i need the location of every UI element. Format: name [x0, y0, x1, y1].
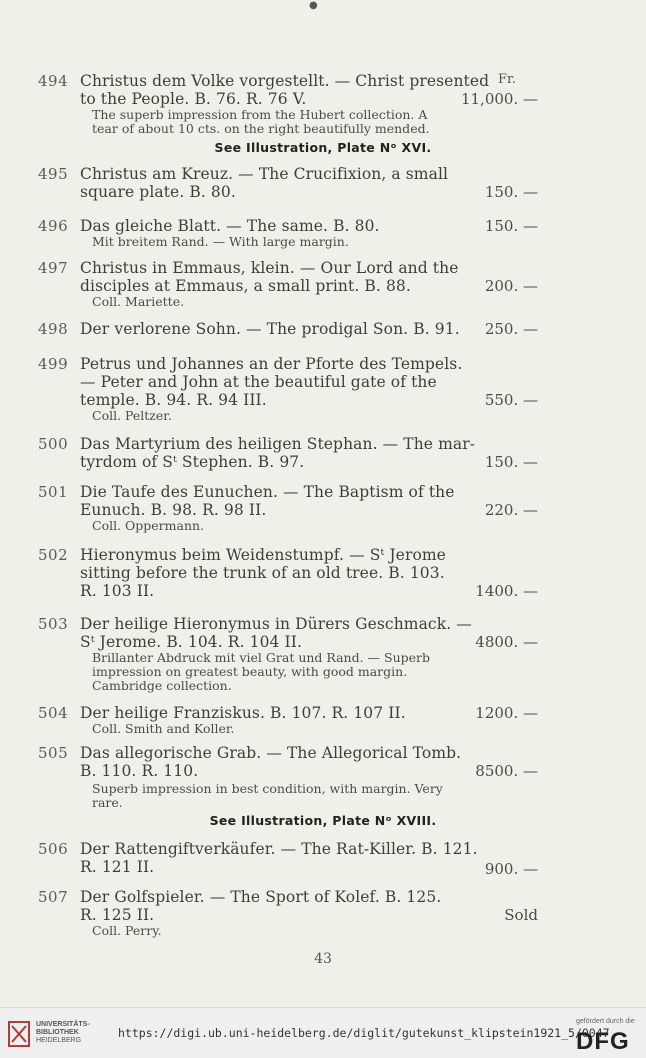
lot-price: 1400. —	[475, 582, 538, 600]
lot-price: 250. —	[484, 320, 538, 338]
lot-note: Brillanter Abdruck mit viel Grat und Rand. — Superb	[92, 650, 431, 665]
lot-text: Der verlorene Sohn. — The prodigal Son. B. 91.	[80, 320, 460, 338]
lot-price: 900. —	[484, 860, 538, 878]
lot-note: Cambridge collection.	[92, 678, 232, 693]
lot-price: 550. —	[484, 391, 538, 409]
lot-text: R. 103 II.	[80, 582, 155, 600]
lot-text: Eunuch. B. 98. R. 98 II.	[80, 501, 267, 519]
lot-text: Der Rattengiftverkäufer. — The Rat-Killer. B. 121.	[80, 840, 478, 858]
dfg-logo[interactable]: DFG	[576, 1028, 630, 1055]
lot-number: 494	[38, 72, 69, 90]
lot-text: square plate. B. 80.	[80, 183, 236, 201]
lot-number: 495	[38, 165, 69, 183]
lot-number: 500	[38, 435, 69, 453]
lot-number: 497	[38, 259, 69, 277]
lot-price: 150. —	[484, 183, 538, 201]
lot-note: tear of about 10 cts. on the right beautifully mended.	[92, 121, 430, 136]
lot-note: Coll. Oppermann.	[92, 518, 205, 533]
lot-text: Das gleiche Blatt. — The same. B. 80.	[80, 217, 380, 235]
lot-note: The superb impression from the Hubert collection. A	[92, 107, 428, 122]
lot-note: Coll. Smith and Koller.	[92, 721, 235, 736]
funder-label: gefördert durch die	[576, 1018, 635, 1025]
lot-number: 498	[38, 320, 69, 338]
lot-number: 505	[38, 744, 69, 762]
lot-text: Christus am Kreuz. — The Crucifixion, a small	[80, 165, 449, 183]
library-name	[36, 1021, 90, 1045]
lot-text: Christus in Emmaus, klein. — Our Lord and the	[80, 259, 459, 277]
lot-text: Der heilige Hieronymus in Dürers Geschmack. —	[80, 615, 472, 633]
lot-number: 501	[38, 483, 69, 501]
lot-text: Der heilige Franziskus. B. 107. R. 107 II.	[80, 704, 406, 722]
library-name-line: HEIDELBERG	[36, 1037, 82, 1044]
lot-text: Die Taufe des Eunuchen. — The Baptism of the	[80, 483, 455, 501]
page-mark: ●	[309, 0, 318, 11]
lot-price: 220. —	[484, 501, 538, 519]
lot-text: Sᵗ Jerome. B. 104. R. 104 II.	[80, 633, 303, 651]
plate-reference: See Illustration, Plate Nᵒ XVIII.	[209, 813, 437, 828]
currency-header: Fr.	[498, 72, 516, 87]
lot-text: temple. B. 94. R. 94 III.	[80, 391, 267, 409]
plate-reference: See Illustration, Plate Nᵒ XVI.	[214, 140, 432, 155]
lot-note: Coll. Mariette.	[92, 294, 185, 309]
document-url-link[interactable]: https://digi.ub.uni-heidelberg.de/diglit/gutekunst_klipstein1921_5/0047	[118, 1026, 610, 1040]
lot-number: 507	[38, 888, 69, 906]
lot-text: Petrus und Johannes an der Pforte des Tempels.	[80, 355, 463, 373]
university-library-logo-icon[interactable]	[6, 1018, 32, 1050]
lot-price: 150. —	[484, 453, 538, 471]
lot-note: Coll. Peltzer.	[92, 408, 172, 423]
lot-price: 1200. —	[475, 704, 538, 722]
lot-text: R. 125 II.	[80, 906, 155, 924]
lot-text: Der Golfspieler. — The Sport of Kolef. B. 125.	[80, 888, 442, 906]
library-name-line: UNIVERSITÄTS-	[36, 1021, 90, 1028]
lot-text: sitting before the trunk of an old tree. B. 103.	[80, 564, 445, 582]
lot-text: Christus dem Volke vorgestellt. — Christ presented	[80, 72, 490, 90]
lot-number: 499	[38, 355, 69, 373]
lot-price: 8500. —	[475, 762, 538, 780]
lot-text: to the People. B. 76. R. 76 V.	[80, 90, 307, 108]
lot-text: disciples at Emmaus, a small print. B. 88.	[80, 277, 411, 295]
lot-number: 503	[38, 615, 69, 633]
lot-text: Das allegorische Grab. — The Allegorical Tomb.	[80, 744, 462, 762]
page-number: 43	[314, 951, 332, 967]
library-name-line: BIBLIOTHEK	[36, 1029, 79, 1036]
lot-note: Mit breitem Rand. — With large margin.	[92, 234, 349, 249]
viewer-footer	[0, 1007, 646, 1058]
lot-note: impression on greatest beauty, with good margin.	[92, 664, 408, 679]
lot-price: 200. —	[484, 277, 538, 295]
lot-text: Das Martyrium des heiligen Stephan. — The mar-	[80, 435, 476, 453]
lot-price: 4800. —	[475, 633, 538, 651]
lot-text: B. 110. R. 110.	[80, 762, 199, 780]
lot-price: Sold	[504, 906, 538, 924]
lot-text: tyrdom of Sᵗ Stephen. B. 97.	[80, 453, 305, 471]
lot-note: Superb impression in best condition, with margin. Very	[92, 781, 443, 796]
lot-price: 11,000. —	[460, 90, 538, 108]
lot-number: 506	[38, 840, 69, 858]
lot-number: 502	[38, 546, 69, 564]
lot-text: R. 121 II.	[80, 858, 155, 876]
lot-number: 504	[38, 704, 69, 722]
lot-number: 496	[38, 217, 69, 235]
lot-note: rare.	[92, 795, 123, 810]
lot-text: — Peter and John at the beautiful gate of the	[80, 373, 437, 391]
lot-note: Coll. Perry.	[92, 923, 162, 938]
lot-text: Hieronymus beim Weidenstumpf. — Sᵗ Jerome	[80, 546, 446, 564]
lot-price: 150. —	[484, 217, 538, 235]
